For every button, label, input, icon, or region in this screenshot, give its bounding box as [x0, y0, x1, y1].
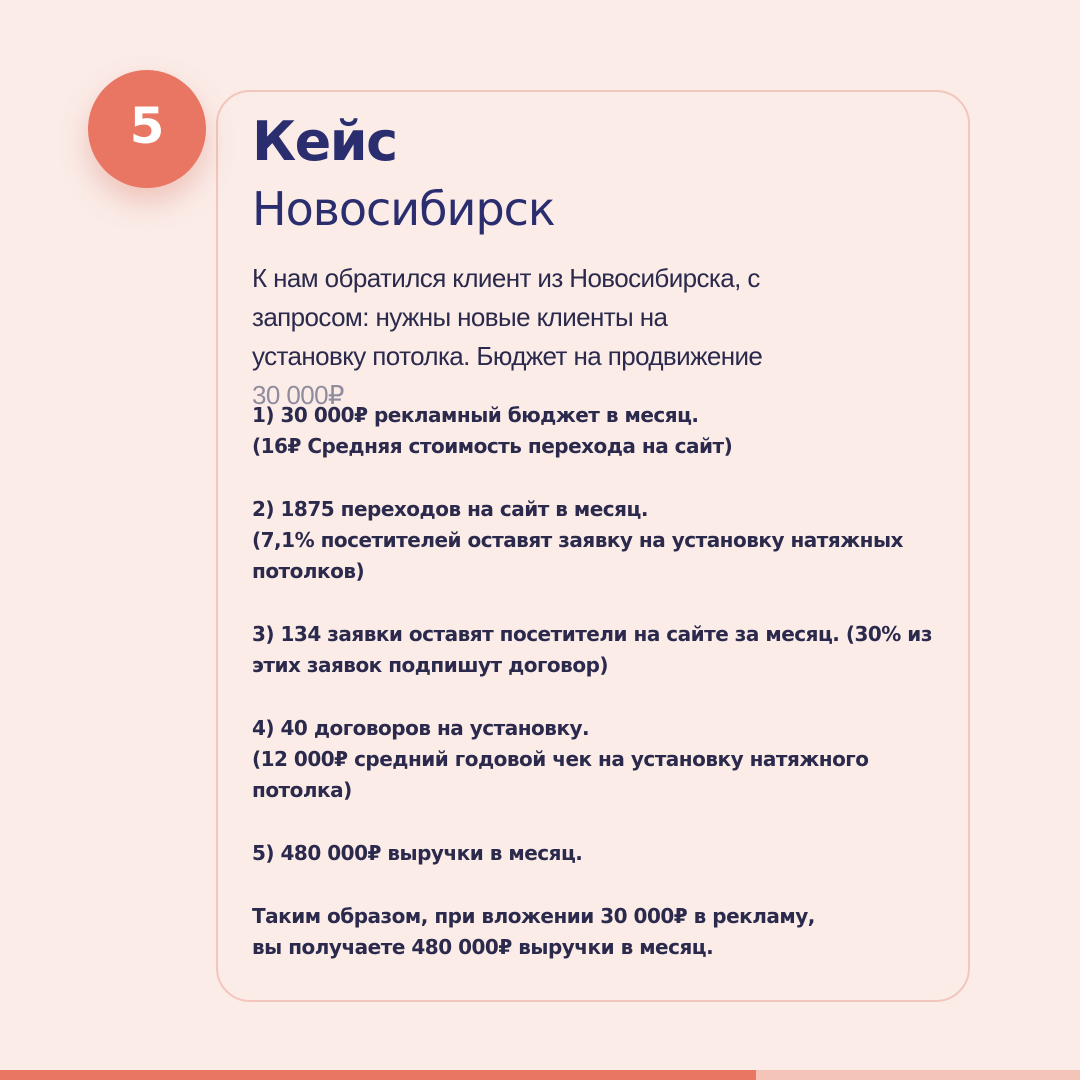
step-2-note: (7,1% посетителей оставят заявку на установку натяжных [252, 528, 903, 552]
intro-line: установку потолка. Бюджет на продвижение [252, 341, 763, 371]
case-number-badge [88, 70, 206, 188]
page-title: Кейс [252, 110, 397, 173]
intro-line: запросом: нужны новые клиенты на [252, 302, 668, 332]
step-3-title: 3) 134 заявки оставят посетители на сайте за месяц. (30% из [252, 622, 932, 646]
step-2-note-cont: потолков) [252, 559, 365, 583]
spacer [252, 869, 962, 901]
progress-bar-remaining [756, 1070, 1080, 1080]
city-subtitle: Новосибирск [252, 182, 555, 236]
progress-bar-filled [0, 1070, 756, 1080]
spacer [252, 462, 962, 494]
step-3-note: этих заявок подпишут договор) [252, 653, 609, 677]
step-4-note: (12 000₽ средний годовой чек на установку натяжного [252, 747, 869, 771]
summary-line-2: вы получаете 480 000₽ выручки в месяц. [252, 935, 714, 959]
step-5-title: 5) 480 000₽ выручки в месяц. [252, 841, 583, 865]
step-4-note-cont: потолка) [252, 778, 352, 802]
spacer [252, 587, 962, 619]
case-number: 5 [129, 97, 165, 155]
step-4-title: 4) 40 договоров на установку. [252, 716, 590, 740]
summary-line-1: Таким образом, при вложении 30 000₽ в рекламу, [252, 904, 815, 928]
steps-list [252, 400, 962, 963]
step-1-title: 1) 30 000₽ рекламный бюджет в месяц. [252, 403, 699, 427]
step-1-note: (16₽ Средняя стоимость перехода на сайт) [252, 434, 733, 458]
intro-budget: 30 000₽ [252, 380, 344, 410]
intro-line: К нам обратился клиент из Новосибирска, с [252, 263, 760, 293]
spacer [252, 681, 962, 713]
step-2-title: 2) 1875 переходов на сайт в месяц. [252, 497, 648, 521]
intro-paragraph [252, 259, 852, 415]
spacer [252, 806, 962, 838]
